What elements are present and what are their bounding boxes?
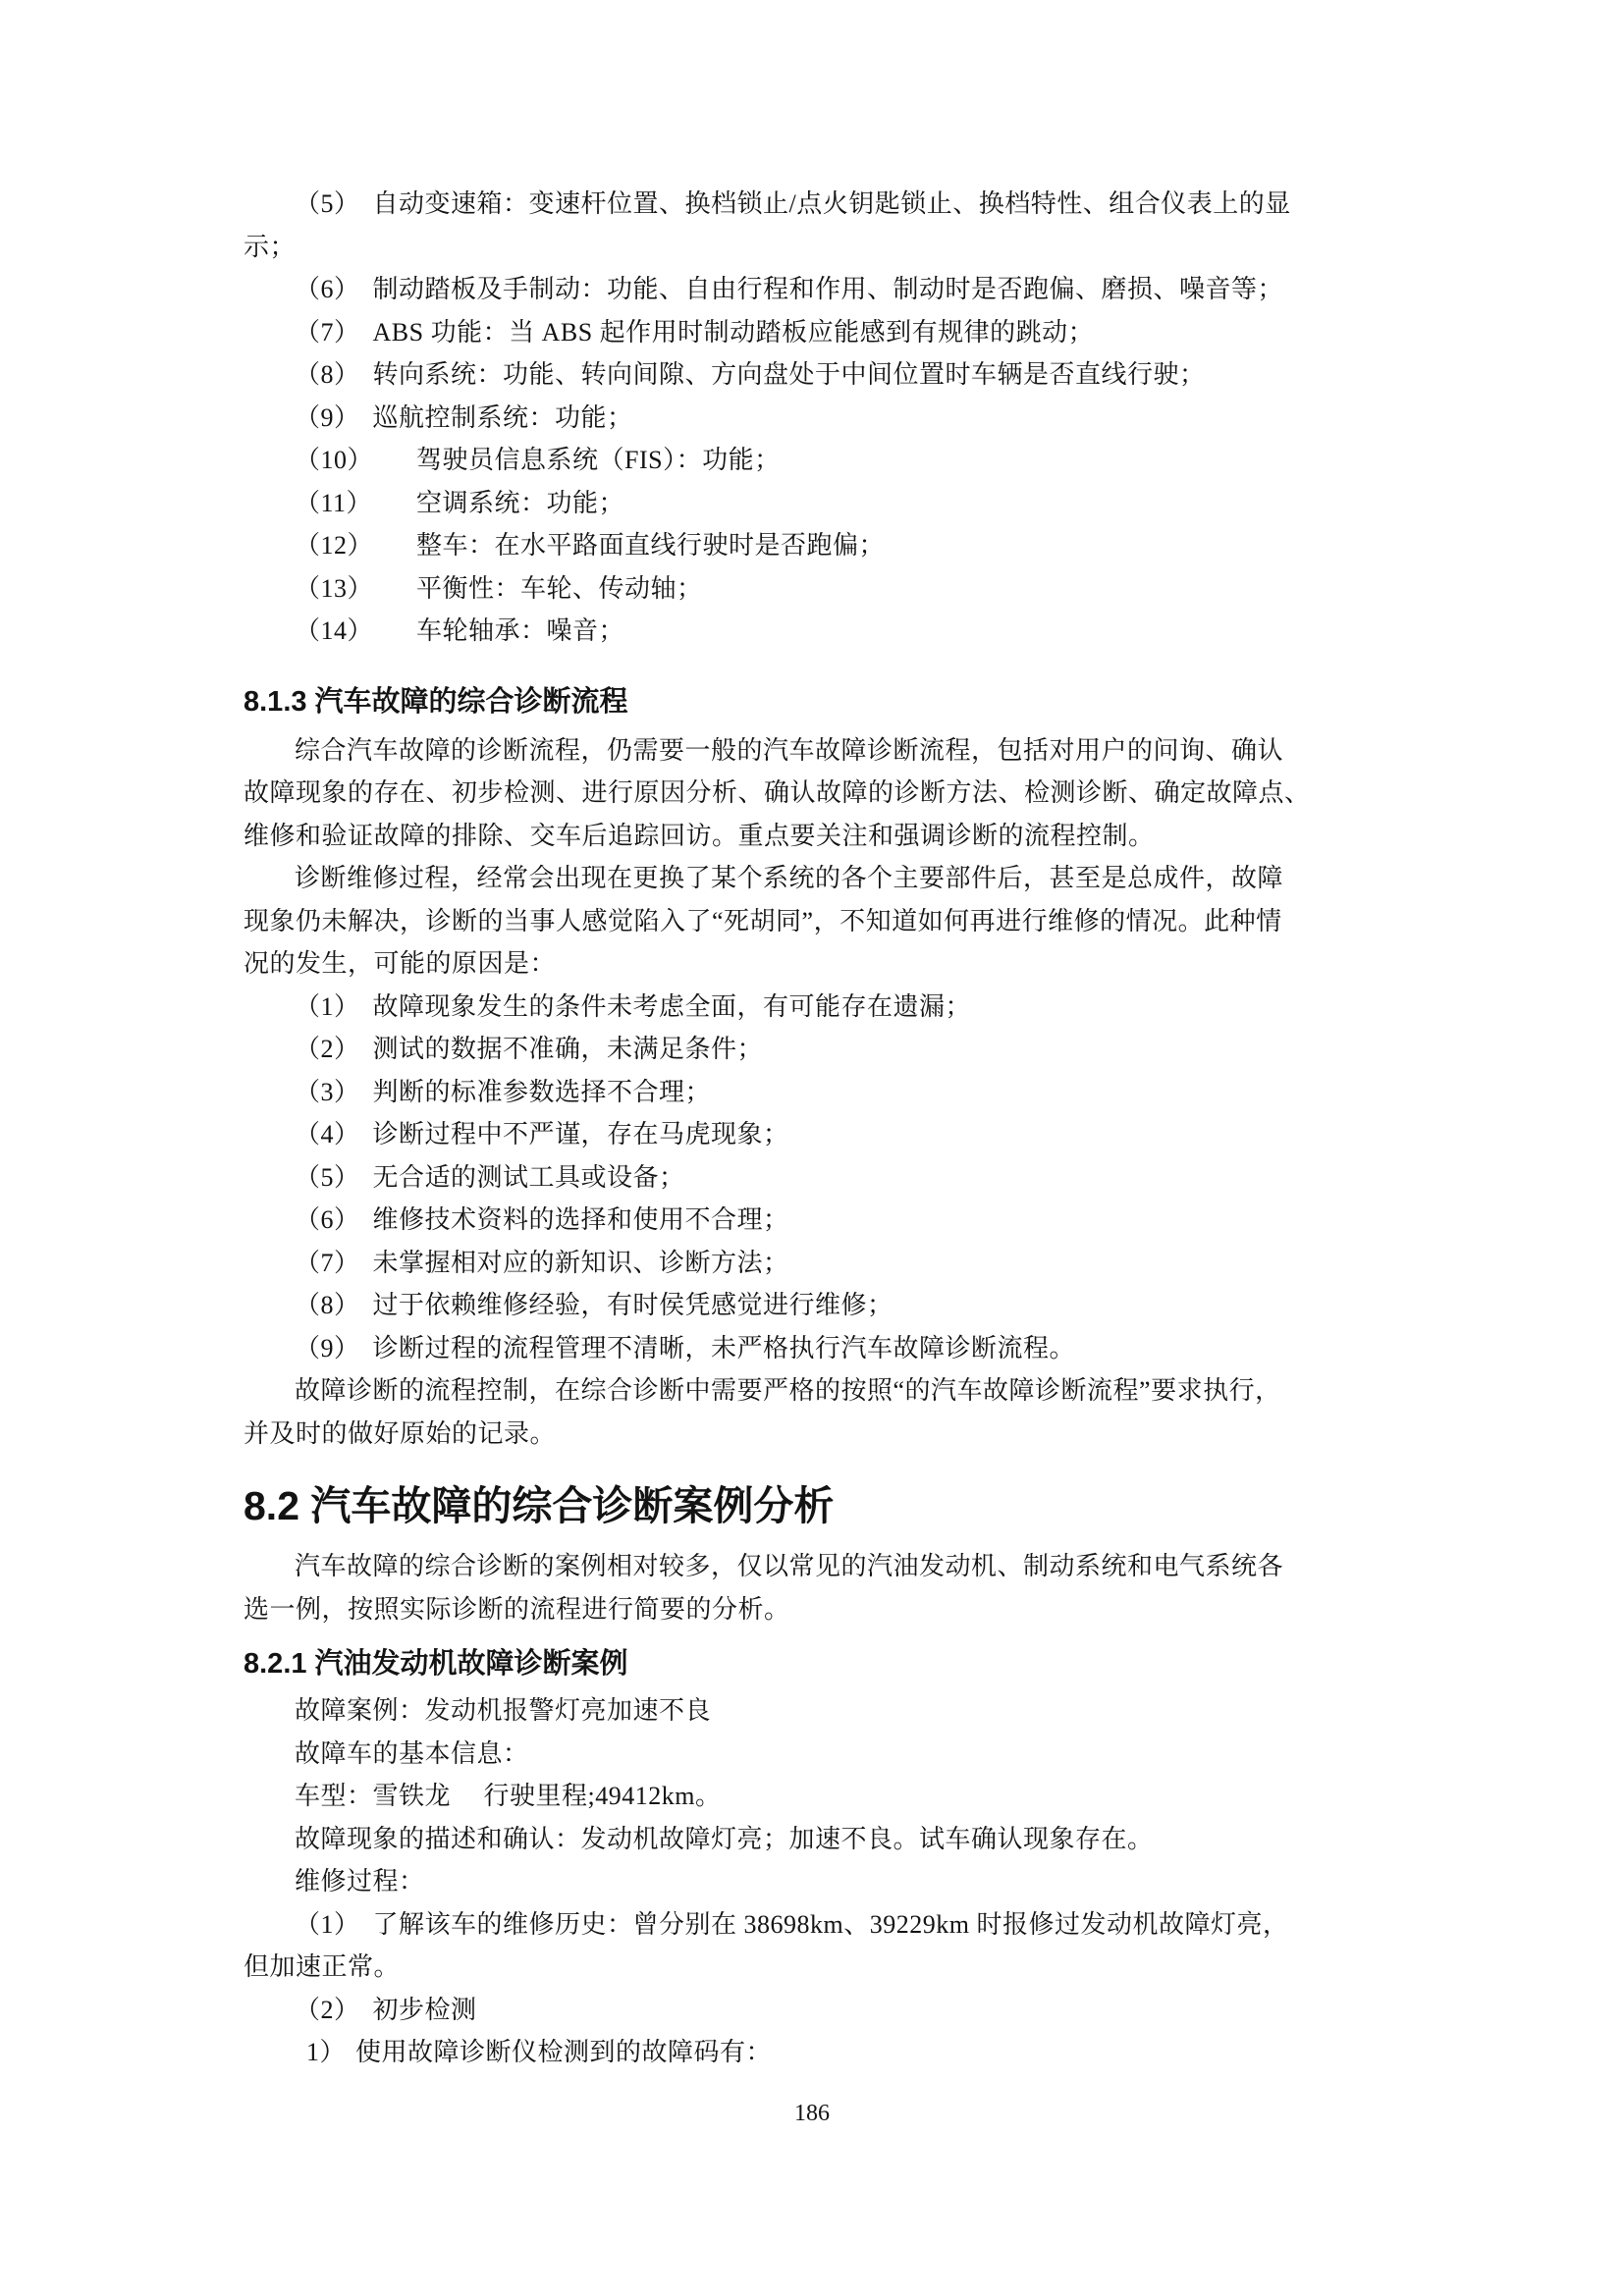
list-item bbox=[244, 439, 1392, 482]
list-item-number: （6） bbox=[295, 1205, 360, 1234]
list-item-number: （8） bbox=[295, 360, 360, 389]
list-item-number: 1） bbox=[306, 2038, 347, 2066]
sub-list-item bbox=[244, 2031, 1392, 2074]
list-item bbox=[244, 1903, 1392, 1947]
text-content: 驾驶员信息系统（FIS）：功能； bbox=[416, 446, 781, 474]
heading-text: 8.1.3 汽车故障的综合诊断流程 bbox=[244, 685, 628, 718]
text-content: 汽车故障的综合诊断的案例相对较多，仅以常见的汽油发动机、制动系统和电气系统各 bbox=[295, 1552, 1284, 1580]
list-item-number: （8） bbox=[295, 1291, 360, 1319]
paragraph-first-line bbox=[244, 1775, 1392, 1818]
text-content: 故障现象的存在、初步检测、进行原因分析、确认故障的诊断方法、检测诊断、确定故障点、 bbox=[244, 778, 1311, 807]
list-item bbox=[244, 1156, 1392, 1200]
paragraph-line bbox=[244, 1588, 1392, 1631]
paragraph-first-line bbox=[244, 1369, 1392, 1413]
list-item bbox=[244, 1028, 1392, 1071]
list-item-number: （12） bbox=[295, 531, 374, 560]
list-item bbox=[244, 1284, 1392, 1327]
paragraph-line bbox=[244, 226, 1392, 269]
list-item bbox=[244, 567, 1392, 611]
text-content: 测试的数据不准确，未满足条件； bbox=[372, 1035, 764, 1063]
text-content: 故障现象的描述和确认：发动机故障灯亮；加速不良。试车确认现象存在。 bbox=[295, 1824, 1154, 1853]
text-content: 初步检测 bbox=[372, 1995, 477, 2024]
paragraph-first-line bbox=[244, 1733, 1392, 1776]
list-item bbox=[244, 1113, 1392, 1156]
paragraph-line bbox=[244, 942, 1392, 986]
list-item-number: （2） bbox=[295, 1995, 360, 2024]
section-heading bbox=[244, 1476, 1392, 1535]
paragraph-first-line bbox=[244, 1860, 1392, 1903]
page-number: 186 bbox=[794, 2101, 830, 2126]
text-content: 故障现象发生的条件未考虑全面，有可能存在遗漏； bbox=[372, 991, 972, 1021]
list-item bbox=[244, 1327, 1392, 1370]
text-content: 诊断维修过程，经常会出现在更换了某个系统的各个主要部件后，甚至是总成件，故障 bbox=[295, 864, 1284, 892]
text-content: 故障车的基本信息： bbox=[295, 1738, 529, 1768]
document-body bbox=[244, 183, 1392, 2074]
list-item-number: （1） bbox=[295, 991, 360, 1021]
paragraph-first-line bbox=[244, 857, 1392, 900]
text-content: 车型：雪铁龙 行驶里程;49412km。 bbox=[295, 1782, 722, 1810]
paragraph-first-line bbox=[244, 1689, 1392, 1733]
list-item-number: （10） bbox=[295, 446, 374, 474]
list-item-number: （7） bbox=[295, 317, 360, 347]
paragraph-first-line bbox=[244, 1545, 1392, 1588]
text-content: 诊断过程的流程管理不清晰，未严格执行汽车故障诊断流程。 bbox=[372, 1333, 1076, 1362]
text-content: 转向系统：功能、转向间隙、方向盘处于中间位置时车辆是否直线行驶； bbox=[372, 360, 1206, 389]
text-content: 未掌握相对应的新知识、诊断方法； bbox=[372, 1248, 789, 1277]
paragraph-line bbox=[244, 772, 1392, 815]
text-content: 整车：在水平路面直线行驶时是否跑偏； bbox=[416, 531, 886, 560]
list-item bbox=[244, 353, 1392, 397]
text-content: 诊断过程中不严谨，存在马虎现象； bbox=[372, 1120, 789, 1148]
text-content: 示； bbox=[244, 232, 297, 261]
list-item-number: （5） bbox=[295, 1162, 360, 1192]
text-content: 综合汽车故障的诊断流程，仍需要一般的汽车故障诊断流程，包括对用户的问询、确认 bbox=[295, 735, 1284, 765]
paragraph-line bbox=[244, 1946, 1392, 1989]
list-item bbox=[244, 1989, 1392, 2032]
list-item bbox=[244, 311, 1392, 354]
text-content: 维修过程： bbox=[295, 1867, 425, 1896]
text-content: 但加速正常。 bbox=[244, 1952, 401, 1981]
text-content: 自动变速箱：变速杆位置、换档锁止/点火钥匙锁止、换档特性、组合仪表上的显 bbox=[372, 189, 1291, 218]
text-content: 故障诊断的流程控制，在综合诊断中需要严格的按照“的汽车故障诊断流程”要求执行， bbox=[295, 1376, 1281, 1405]
list-item bbox=[244, 986, 1392, 1029]
list-item bbox=[244, 482, 1392, 525]
text-content: 判断的标准参数选择不合理； bbox=[372, 1077, 712, 1106]
list-item-number: （2） bbox=[295, 1035, 360, 1063]
list-item-number: （6） bbox=[295, 275, 360, 303]
text-content: 选一例，按照实际诊断的流程进行简要的分析。 bbox=[244, 1594, 790, 1624]
text-content: 巡航控制系统：功能； bbox=[372, 402, 633, 432]
list-item-number: （9） bbox=[295, 402, 360, 432]
heading-text: 8.2.1 汽油发动机故障诊断案例 bbox=[244, 1648, 628, 1680]
paragraph-line bbox=[244, 815, 1392, 858]
list-item-number: （3） bbox=[295, 1077, 360, 1106]
list-item bbox=[244, 183, 1392, 226]
heading-text: 8.2 汽车故障的综合诊断案例分析 bbox=[244, 1483, 835, 1528]
text-content: 现象仍未解决，诊断的当事人感觉陷入了“死胡同”，不知道如何再进行维修的情况。此种情 bbox=[244, 906, 1282, 935]
paragraph-line bbox=[244, 1413, 1392, 1456]
text-content: 维修和验证故障的排除、交车后追踪回访。重点要关注和强调诊断的流程控制。 bbox=[244, 821, 1155, 850]
text-content: 使用故障诊断仪检测到的故障码有： bbox=[355, 2038, 773, 2066]
paragraph-line bbox=[244, 900, 1392, 943]
list-item-number: （9） bbox=[295, 1333, 360, 1362]
text-content: 制动踏板及手制动：功能、自由行程和作用、制动时是否跑偏、磨损、噪音等； bbox=[372, 275, 1284, 303]
list-item bbox=[244, 397, 1392, 440]
list-item-number: （11） bbox=[295, 488, 373, 517]
list-item-number: （5） bbox=[295, 189, 360, 218]
list-item bbox=[244, 268, 1392, 311]
text-content: 无合适的测试工具或设备； bbox=[372, 1162, 685, 1192]
text-content: 空调系统：功能； bbox=[416, 488, 625, 517]
text-content: 了解该车的维修历史：曾分别在 38698km、39229km 时报修过发动机故障灯亮， bbox=[372, 1909, 1289, 1939]
text-content: 车轮轴承：噪音； bbox=[416, 616, 625, 645]
paragraph-first-line bbox=[244, 1818, 1392, 1861]
text-content: 平衡性：车轮、传动轴； bbox=[416, 573, 703, 603]
paragraph-first-line bbox=[244, 729, 1392, 773]
text-content: 并及时的做好原始的记录。 bbox=[244, 1418, 557, 1448]
list-item-number: （4） bbox=[295, 1120, 360, 1148]
list-item bbox=[244, 1199, 1392, 1242]
subsection-heading bbox=[244, 678, 1392, 725]
subsection-heading bbox=[244, 1640, 1392, 1687]
text-content: 过于依赖维修经验，有时侯凭感觉进行维修； bbox=[372, 1291, 893, 1319]
list-item-number: （14） bbox=[295, 616, 374, 645]
list-item-number: （7） bbox=[295, 1248, 360, 1277]
list-item bbox=[244, 1071, 1392, 1114]
list-item-number: （13） bbox=[295, 573, 374, 603]
list-item bbox=[244, 610, 1392, 653]
text-content: 维修技术资料的选择和使用不合理； bbox=[372, 1205, 789, 1234]
list-item-number: （1） bbox=[295, 1909, 360, 1939]
text-content: 况的发生，可能的原因是： bbox=[244, 949, 557, 978]
text-content: ABS 功能：当 ABS 起作用时制动踏板应能感到有规律的跳动； bbox=[372, 317, 1095, 347]
list-item bbox=[244, 1242, 1392, 1285]
text-content: 故障案例：发动机报警灯亮加速不良 bbox=[295, 1696, 712, 1725]
list-item bbox=[244, 524, 1392, 567]
